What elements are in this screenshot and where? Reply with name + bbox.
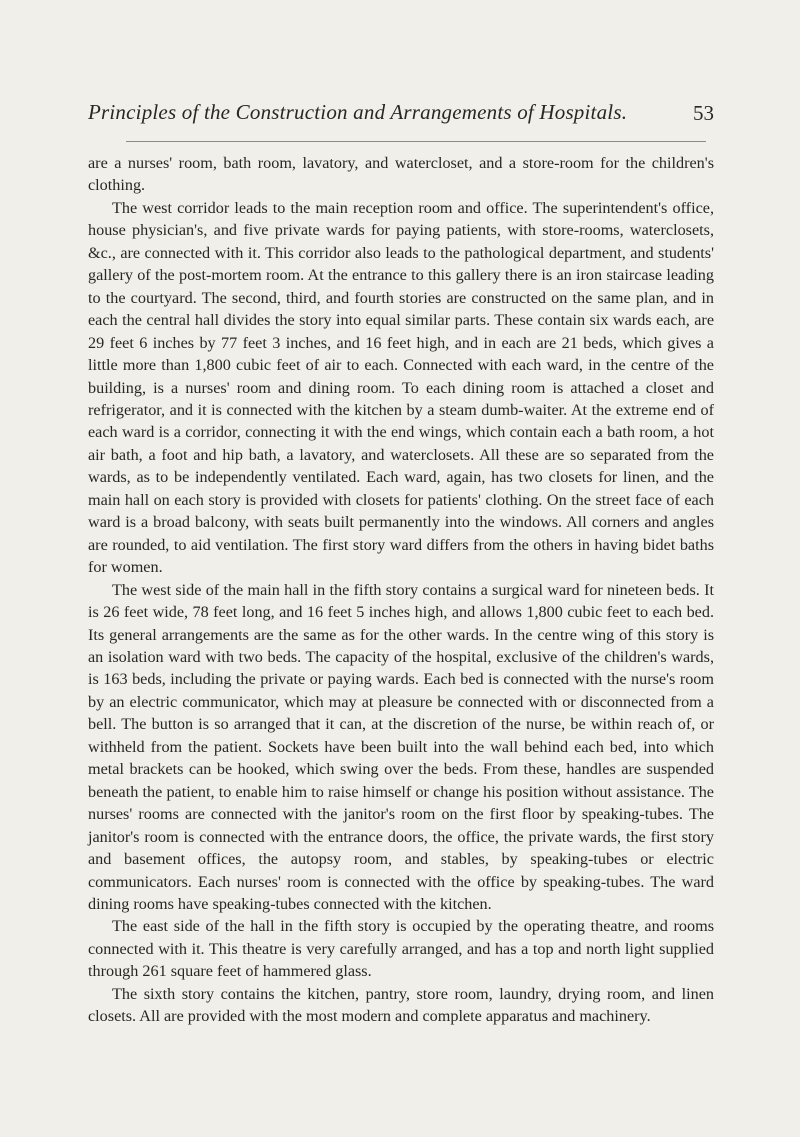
header-rule	[126, 141, 706, 142]
paragraph-west-corridor: The west corridor leads to the main reception room and office. The superintendent's office, house physician's, and five private wards for paying patients, with store-rooms, waterclosets, &c., are connected with it. This corridor also leads to the pathological department, and students' gallery of the post-mortem room. At the entrance to this gallery there is an iron staircase leading to the courtyard. The second, third, and fourth stories are constructed on the same plan, and in each the central hall divides the story into equal similar parts. These contain six wards each, are 29 feet 6 inches by 77 feet 3 inches, and 16 feet high, and in each are 21 beds, which gives a little more than 1,800 cubic feet of air to each. Connected with each ward, in the centre of the building, is a nurses' room and dining room. To each dining room is attached a closet and refrigerator, and it is connected with the kitchen by a steam dumb-waiter. At the extreme end of each ward is a corridor, connecting it with the end wings, which contain each a bath room, a hot air bath, a foot and hip bath, a lavatory, and waterclosets. All these are so separated from the wards, as to be independently ventilated. Each ward, again, has two closets for linen, and the main hall on each story is provided with closets for patients' clothing. On the street face of each ward is a broad balcony, with seats built permanently into the windows. All corners and angles are rounded, to aid ventilation. The first story ward differs from the others in having bidet baths for women.	[88, 198, 714, 577]
paragraph-fifth-story-west: The west side of the main hall in the fifth story contains a surgical ward for nineteen beds. It is 26 feet wide, 78 feet long, and 16 feet 5 inches high, and allows 1,800 cubic feet to each bed. Its general arrangements are the same as for the other wards. In the centre wing of this story is an isolation ward with two beds. The capacity of the hospital, exclusive of the children's wards, is 163 beds, including the private or paying wards. Each bed is connected with the nurse's room by an electric communicator, which may at pleasure be connected with or disconnected from a bell. The button is so arranged that it can, at the discretion of the nurse, be within reach of, or withheld from the patient. Sockets have been built into the wall behind each bed, into which metal brackets can be hooked, which swing over the beds. From these, handles are suspended beneath the patient, to enable him to raise himself or change his position without assistance. The nurses' rooms are connected with the janitor's room on the first floor by speaking-tubes. The janitor's room is connected with the entrance doors, the office, the private wards, the first story and basement offices, the autopsy room, and stables, by speaking-tubes or electric communicators. Each nurses' room is connected with the office by speaking-tubes. The ward dining rooms have speaking-tubes connected with the kitchen.	[88, 580, 714, 913]
paragraph-sixth-story: The sixth story contains the kitchen, pantry, store room, laundry, drying room, and linen closets. All are provided with the most modern and complete apparatus and machinery.	[88, 984, 714, 1026]
paragraph-fifth-story-east: The east side of the hall in the fifth story is occupied by the operating theatre, and rooms connected with it. This theatre is very carefully arranged, and has a top and north light supplied through 261 square feet of hammered glass.	[88, 917, 714, 981]
running-title: Principles of the Construction and Arrangements of Hospitals.	[88, 100, 628, 124]
running-header	[88, 100, 714, 134]
body-text	[88, 152, 714, 1028]
paragraph-continued: are a nurses' room, bath room, lavatory, and watercloset, and a store-room for the children's clothing.	[88, 154, 714, 195]
page-number: 53	[693, 101, 714, 125]
